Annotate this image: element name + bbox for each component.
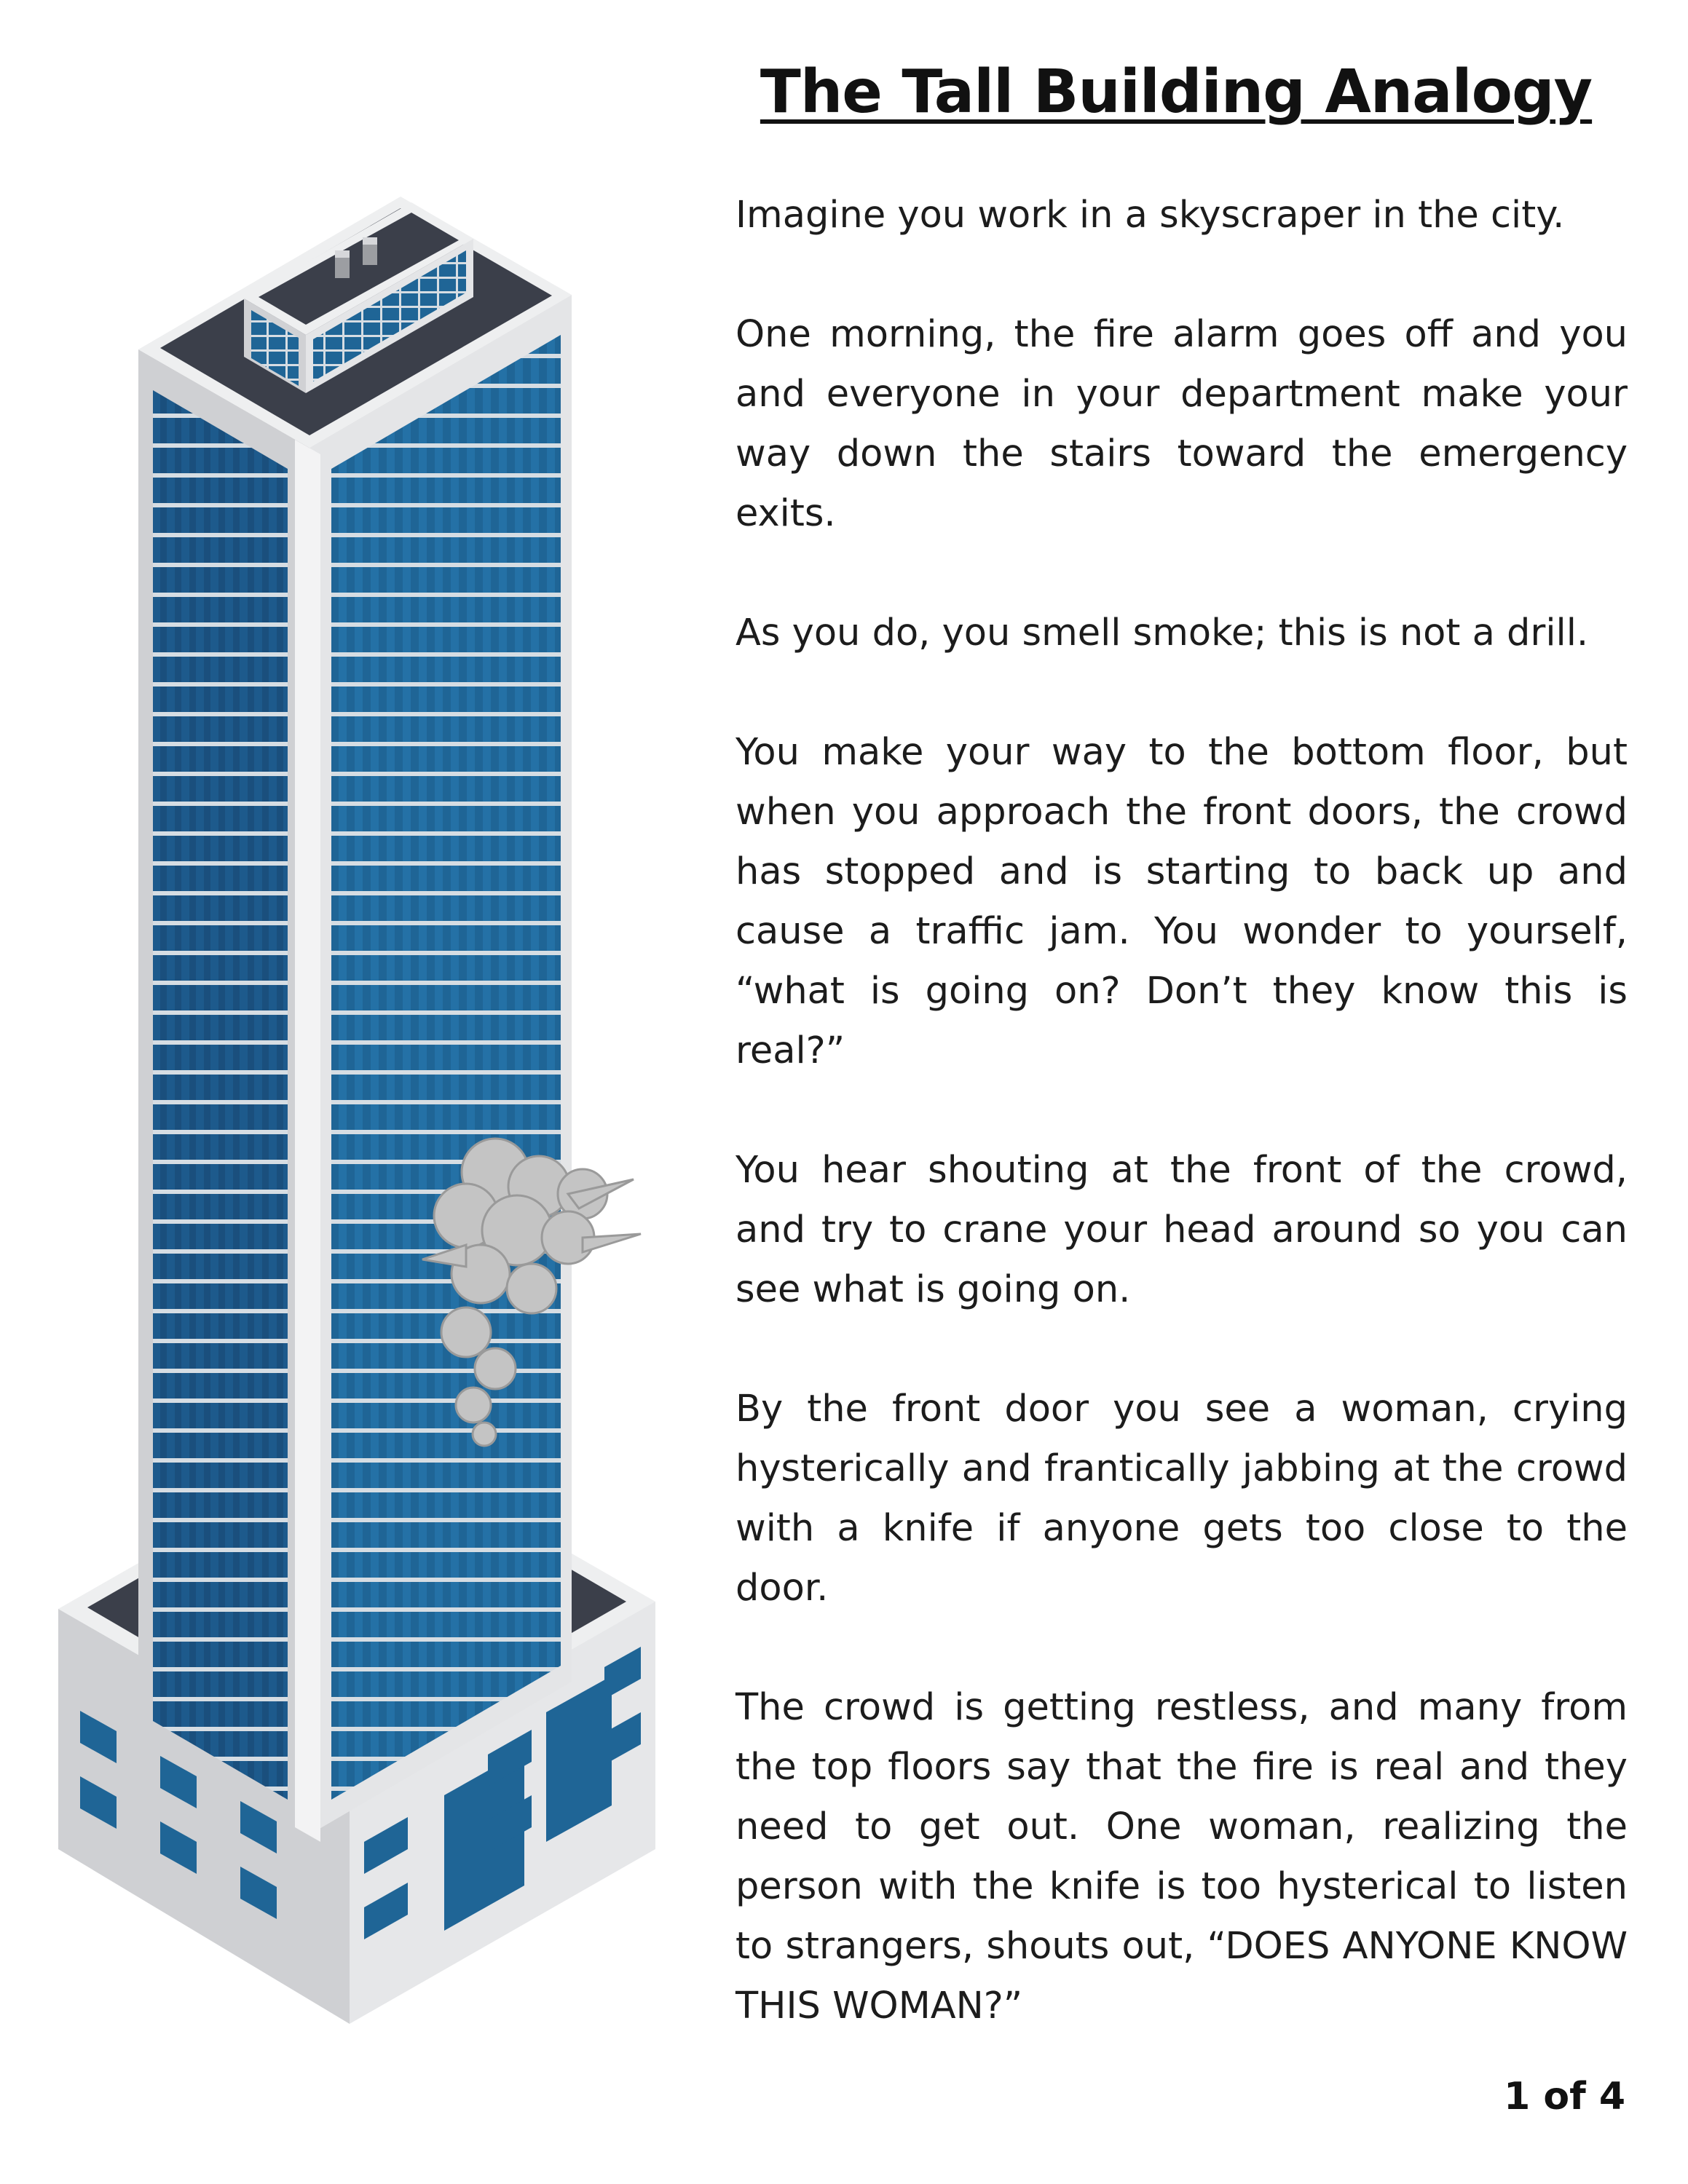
page-number: 1 of 4 <box>1504 2075 1625 2118</box>
paragraph-4: You make your way to the bottom floor, but when you approach the front doors, the crowd has stopped and is starting to back up and cause a traffic jam. You wonder to yourself, “what is going on? Don’t they know this is real?” <box>735 731 1628 1072</box>
page-title: The Tall Building Analogy <box>760 58 1593 127</box>
paragraph-6: By the front door you see a woman, crying hysterically and frantically jabbing at the crowd with a knife if anyone gets too close to the door. <box>735 1388 1628 1610</box>
paragraph-2: One morning, the fire alarm goes off and you and everyone in your department make your way down the stairs toward the emergency exits. <box>735 313 1628 535</box>
paragraph-1: Imagine you work in a skyscraper in the city. <box>735 194 1565 237</box>
building-tower <box>138 197 572 1842</box>
skyscraper-illustration <box>58 175 685 2097</box>
paragraph-7: The crowd is getting restless, and many from the top floors say that the fire is real and they need to get out. One woman, realizing the person with the knife is too hysterical to listen to strangers, shouts out, “DOES ANYONE KNOW THIS WOMAN?” <box>735 1686 1628 2027</box>
paragraph-5: You hear shouting at the front of the crowd, and try to crane your head around so you can see what is going on. <box>735 1149 1628 1311</box>
body-text <box>735 186 1628 2096</box>
paragraph-3: As you do, you smell smoke; this is not a drill. <box>735 612 1589 654</box>
